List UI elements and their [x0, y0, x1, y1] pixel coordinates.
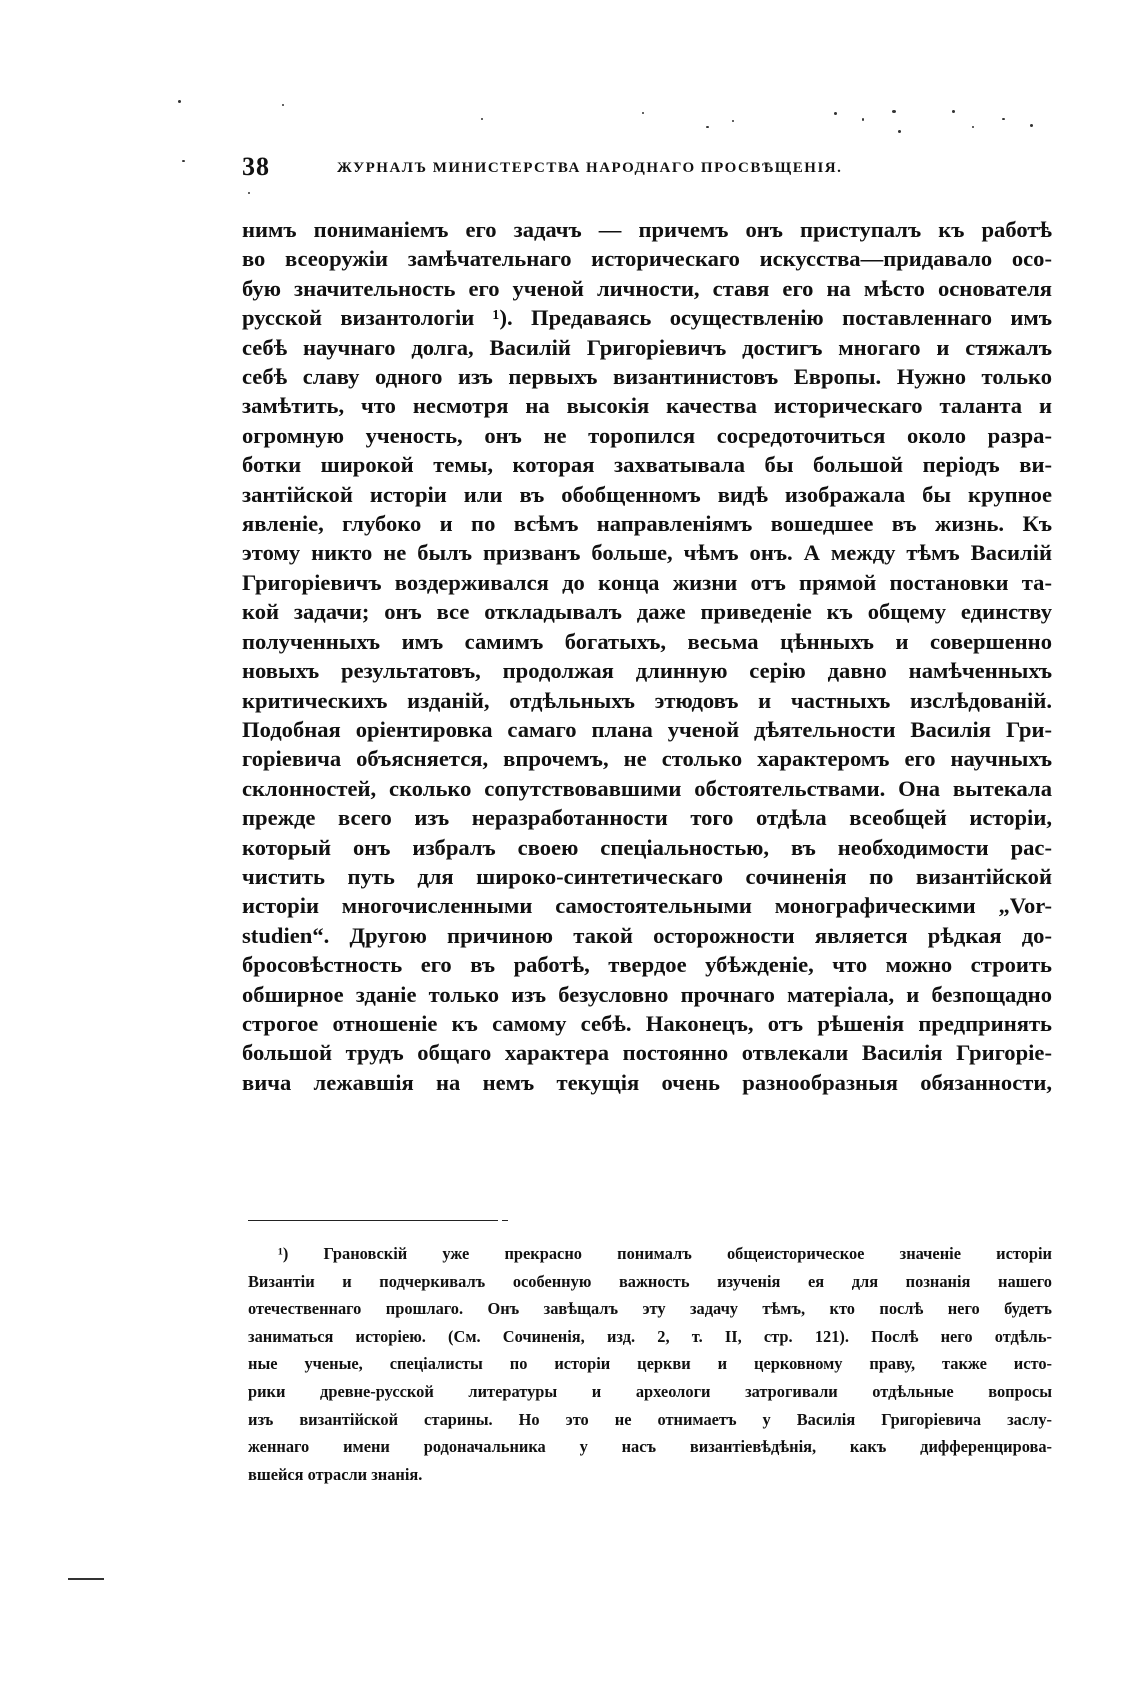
text-line: прежде всего изъ неразработанности того отдѣла всеобщей исторіи,	[242, 805, 1052, 831]
text-line: склонностей, сколько сопутствовавшими обстоятельствами. Она вытекала	[242, 775, 1052, 801]
scan-speck	[834, 112, 837, 115]
footnote	[248, 1240, 1052, 1488]
footnote-line: рики древне-русской литературы и археологи затрогивали отдѣльные вопросы	[248, 1381, 1052, 1401]
footnote-line: изъ византійской старины. Но это не отнимаетъ у Василія Григоріевича заслу-	[248, 1409, 1052, 1429]
scan-speck	[862, 118, 864, 121]
text-line: чистить путь для широко-синтетическаго сочиненія по византійской	[242, 863, 1052, 889]
scan-speck	[732, 120, 734, 122]
text-line: русской византологіи ¹). Предаваясь осуществленію поставленнаго имъ	[242, 305, 1052, 331]
text-line: нимъ пониманіемъ его задачъ — причемъ онъ приступалъ къ работѣ	[242, 217, 1052, 242]
text-line: бую значительность его ученой личности, ставя его на мѣсто основателя	[242, 275, 1052, 301]
running-title: ЖУРНАЛЪ МИНИСТЕРСТВА НАРОДНАГО ПРОСВѢЩЕНІЯ.	[337, 160, 843, 176]
text-line: Григоріевичъ воздерживался до конца жизни отъ прямой постановки та-	[242, 569, 1052, 595]
footnote-line: ¹) Грановскій уже прекрасно понималъ общеисторическое значеніе исторіи	[278, 1244, 1052, 1263]
footnote-line: заниматься исторіею. (См. Сочиненія, изд. 2, т. II, стр. 121). Послѣ него отдѣль-	[248, 1326, 1052, 1346]
text-line: обширное зданіе только изъ безусловно прочнаго матеріала, и безпощадно	[242, 981, 1052, 1007]
main-text	[242, 215, 1052, 1097]
scan-speck	[952, 110, 955, 113]
scan-speck	[182, 160, 185, 162]
scan-speck	[706, 126, 709, 128]
page-number: 38	[242, 152, 270, 181]
text-line: себѣ научнаго долга, Василій Григоріевичъ достигъ многаго и стяжалъ	[242, 334, 1052, 360]
text-line: огромную ученость, онъ не торопился сосредоточиться около разра-	[242, 422, 1052, 448]
footnote-line: ные ученые, спеціалисты по исторіи церкви и церковному праву, также исто-	[248, 1354, 1052, 1374]
text-line: зантійской исторіи или въ обобщенномъ видѣ изображала бы крупное	[242, 481, 1052, 507]
text-line: кой задачи; онъ все откладывалъ даже приведеніе къ общему единству	[242, 599, 1052, 625]
text-line: studien“. Другою причиною такой осторожности является рѣдкая до-	[242, 922, 1052, 948]
footnote-line: отечественнаго прошлаго. Онъ завѣщалъ эту задачу тѣмъ, кто послѣ него будетъ	[248, 1299, 1052, 1319]
footnote-separator	[248, 1220, 498, 1221]
text-line: строгое отношеніе къ самому себѣ. Наконецъ, отъ рѣшенія предпринять	[242, 1010, 1052, 1036]
text-line: полученныхъ имъ самимъ богатыхъ, весьма цѣнныхъ и совершенно	[242, 628, 1052, 654]
scan-speck	[892, 110, 896, 113]
text-line: Подобная оріентировка самаго плана ученой дѣятельности Василія Гри-	[242, 716, 1052, 742]
scan-speck	[282, 104, 284, 106]
scan-speck	[481, 118, 483, 120]
text-line: ботки широкой темы, которая захватывала бы большой періодъ ви-	[242, 452, 1052, 478]
scan-speck	[178, 100, 181, 103]
scan-speck	[642, 112, 644, 114]
footnote-line: вшейся отрасли знанія.	[248, 1464, 423, 1484]
text-line: во всеоружіи замѣчательнаго историческаго искусства—придавало осо-	[242, 246, 1052, 272]
text-line: критическихъ изданій, отдѣльныхъ этюдовъ и частныхъ изслѣдованій.	[242, 687, 1052, 713]
scan-speck	[1002, 118, 1005, 120]
text-line: вича лежавшія на немъ текущія очень разнообразныя обязанности,	[242, 1069, 1052, 1095]
footnote-separator-tail	[502, 1220, 508, 1221]
text-line: большой трудъ общаго характера постоянно отвлекали Василія Григоріе-	[242, 1040, 1052, 1066]
page-header	[242, 152, 962, 188]
scan-speck	[898, 130, 901, 133]
text-line: исторіи многочисленными самостоятельными монографическими „Vor-	[242, 893, 1052, 919]
footnote-line: Византіи и подчеркивалъ особенную важность изученія ея для познанія нашего	[248, 1271, 1052, 1291]
text-line: себѣ славу одного изъ первыхъ византинистовъ Европы. Нужно только	[242, 364, 1052, 390]
scan-speck	[248, 192, 250, 194]
text-line: замѣтить, что несмотря на высокія качества историческаго таланта и	[242, 393, 1052, 419]
text-line: новыхъ результатовъ, продолжая длинную серію давно намѣченныхъ	[242, 658, 1052, 684]
margin-mark	[68, 1578, 104, 1580]
text-line: который онъ избралъ своею спеціальностью, въ необходимости рас-	[242, 834, 1052, 860]
text-line: этому никто не былъ призванъ больше, чѣмъ онъ. А между тѣмъ Василій	[242, 540, 1052, 566]
text-line: бросовѣстность его въ работѣ, твердое убѣжденіе, что можно строить	[242, 952, 1052, 978]
footnote-line: женнаго имени родоначальника у насъ византіевѣдѣнія, какъ дифференцирова-	[248, 1437, 1052, 1457]
text-line: явленіе, глубоко и по всѣмъ направленіямъ вошедшее въ жизнь. Къ	[242, 511, 1052, 537]
scan-speck	[1030, 124, 1033, 127]
scan-speck	[972, 126, 974, 128]
text-line: горіевича объясняется, впрочемъ, не столько характеромъ его научныхъ	[242, 746, 1052, 772]
